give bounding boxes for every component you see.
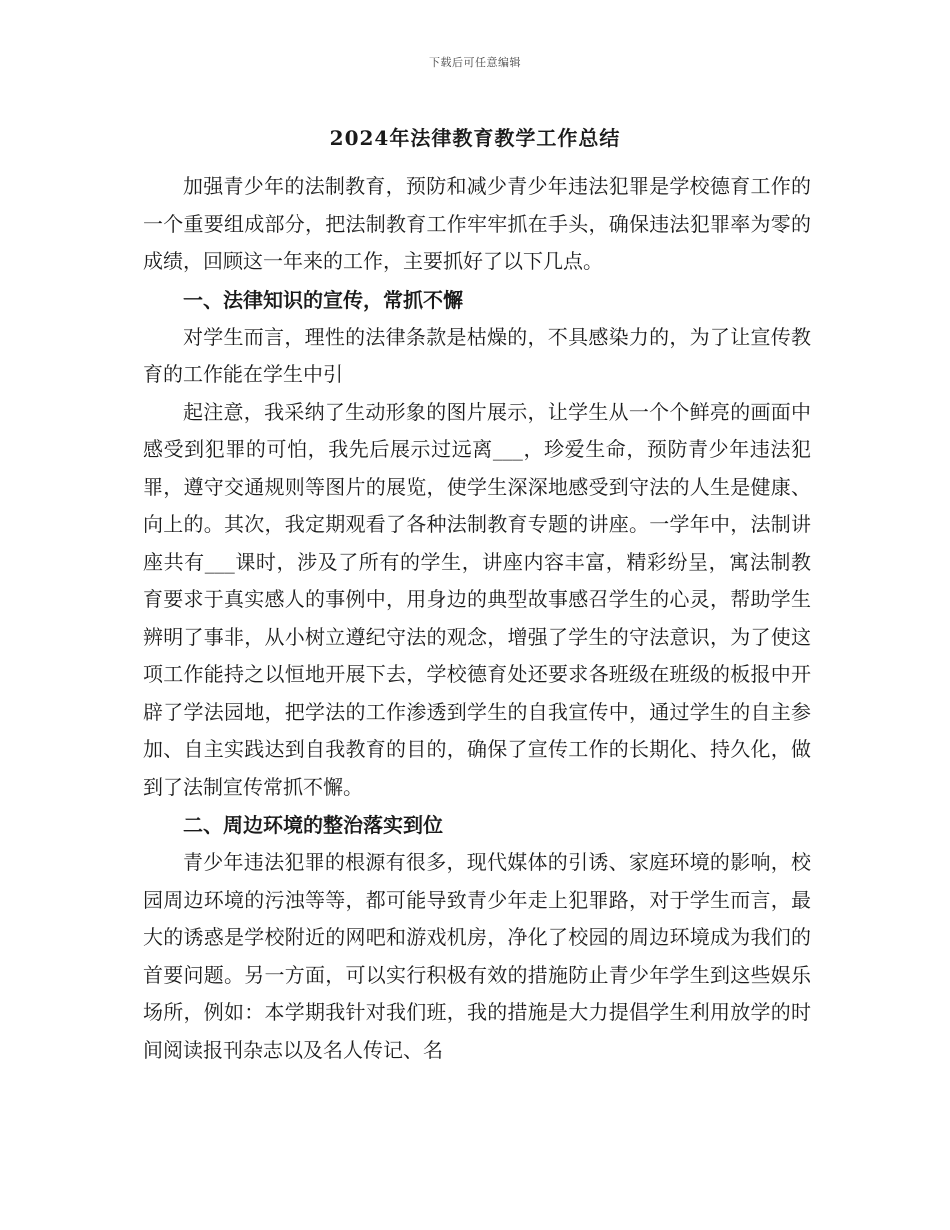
section-2-paragraph-1: 青少年违法犯罪的根源有很多，现代媒体的引诱、家庭环境的影响，校园周边环境的污浊等等，都可能导致青少年走上犯罪路，对于学生而言，最大的诱惑是学校附近的网吧和游戏机房，净化了校园的周边环境成为我们的首要问题。另一方面，可以实行积极有效的措施防止青少年学生到这些娱乐场所，例如：本学期我针对我们班，我的措施是大力提倡学生利用放学的时间阅读报刊杂志以及名人传记、名 [143,850,811,1062]
intro-paragraph: 加强青少年的法制教育，预防和减少青少年违法犯罪是学校德育工作的一个重要组成部分，把法制教育工作牢牢抓在手头，确保违法犯罪率为零的成绩，回顾这一年来的工作，主要抓好了以下几点。 [143,174,811,273]
page-header-note: 下载后可任意编辑 [429,56,521,69]
document-title: 2024年法律教育教学工作总结 [329,126,621,150]
section-1-paragraph-2: 起注意，我采纳了生动形象的图片展示，让学生从一个个鲜亮的画面中感受到犯罪的可怕，我先后展示过远离___，珍爱生命，预防青少年违法犯罪，遵守交通规则等图片的展览，使学生深深地感受到守法的人生是健康、向上的。其次，我定期观看了各种法制教育专题的讲座。一学年中，法制讲座共有___课时，涉及了所有的学生，讲座内容丰富，精彩纷呈，寓法制教育要求于真实感人的事例中，用身边的典型故事感召学生的心灵，帮助学生辨明了事非，从小树立遵纪守法的观念，增强了学生的守法意识，为了使这项工作能持之以恒地开展下去，学校德育处还要求各班级在班级的板报中开辟了学法园地，把学法的工作渗透到学生的自我宣传中，通过学生的自主参加、自主实践达到自我教育的目的，确保了宣传工作的长期化、持久化，做到了法制宣传常抓不懈。 [143,399,811,799]
document-body [143,168,811,1069]
section-1-paragraph-1: 对学生而言，理性的法律条款是枯燥的，不具感染力的，为了让宣传教育的工作能在学生中引 [143,324,811,386]
section-heading-2: 二、周边环境的整治落实到位 [183,813,443,837]
section-heading-1: 一、法律知识的宣传，常抓不懈 [183,287,463,312]
